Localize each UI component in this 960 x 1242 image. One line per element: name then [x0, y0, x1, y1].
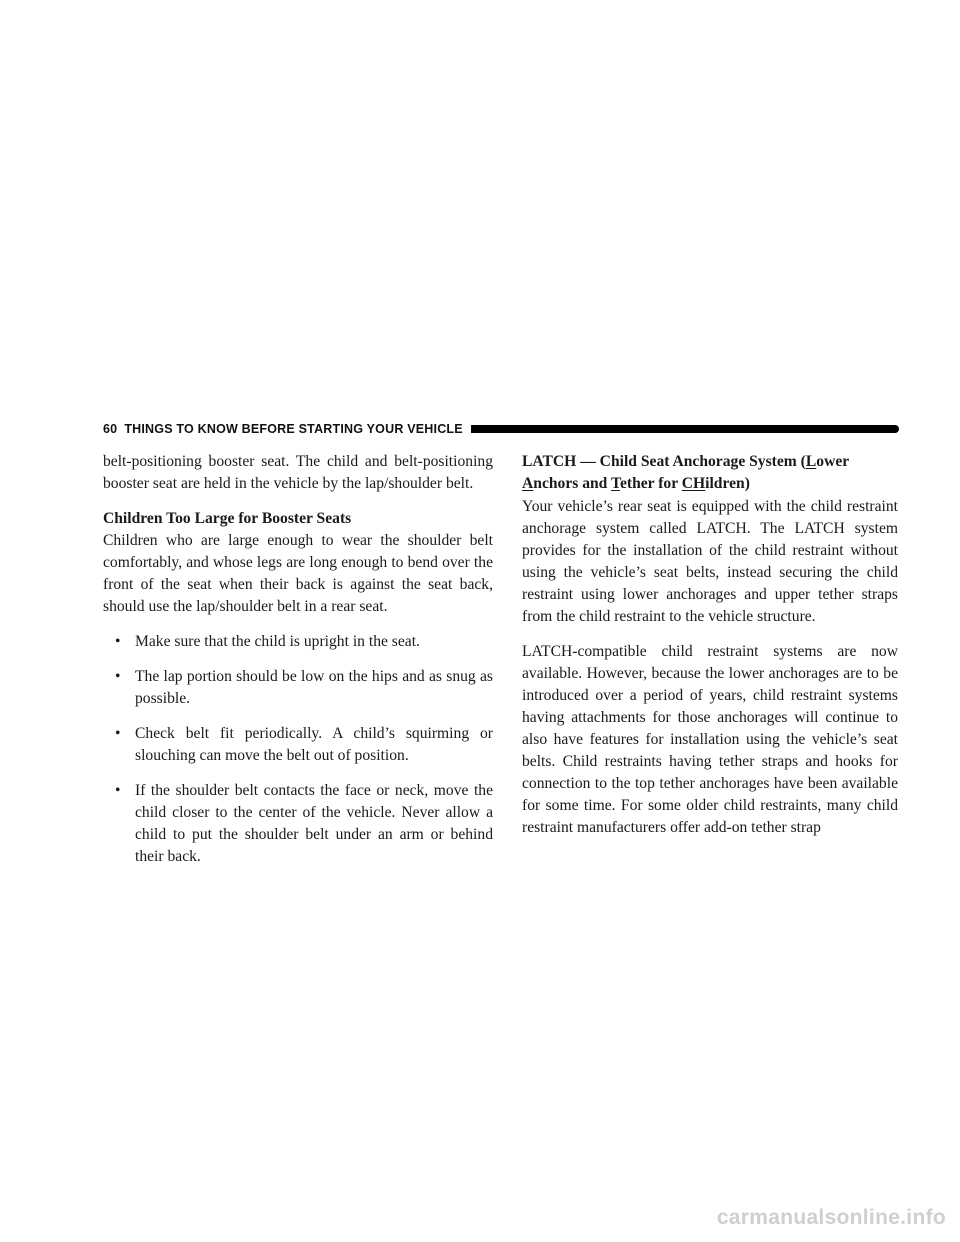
booster-paragraph: Children who are large enough to wear the shoulder belt comfortably, and whose legs are long enough to bend over the front of the seat when their back is against the seat back, should use the lap/shoulder belt in a rear seat.: [103, 532, 493, 615]
bullet-icon: •: [115, 782, 121, 799]
list-item: [103, 723, 493, 767]
page-number: 60: [103, 422, 118, 436]
list-item-text: Make sure that the child is upright in the seat.: [135, 633, 420, 650]
latch-paragraph-1: Your vehicle’s rear seat is equipped with the child restraint anchorage system called LATCH. The LATCH system provides for the installation of the child restraint without using the vehicle’s seat belts, instead securing the child restraint using lower anchorages and upper tether straps from the child restraint to the vehicle structure.: [522, 498, 898, 625]
bullet-icon: •: [115, 633, 121, 650]
running-header: [103, 422, 463, 436]
bullet-icon: •: [115, 668, 121, 685]
list-item-text: The lap portion should be low on the hips and as snug as possible.: [135, 668, 493, 707]
list-item: [103, 780, 493, 868]
list-item-text: If the shoulder belt contacts the face or neck, move the child closer to the center of the vehicle. Never allow a child to put the shoulder belt under an arm or behind their back.: [135, 782, 493, 865]
section-title: THINGS TO KNOW BEFORE STARTING YOUR VEHICLE: [124, 422, 463, 436]
latch-paragraph-2: LATCH-compatible child restraint systems are now available. However, because the lower anchorages are to be introduced over a period of years, child restraint systems having attachments for those anchorages will continue to also have features for installation using the vehicle’s seat belts. Child restraints having tether straps and hooks for connection to the top tether anchorages have been available for some time. For some older child restraints, many child restraint manufacturers offer add-on tether strap: [522, 643, 898, 836]
bullet-list: [103, 631, 493, 868]
list-item-text: Check belt fit periodically. A child’s squirming or slouching can move the belt out of position.: [135, 725, 493, 764]
list-item: [103, 631, 493, 653]
page-header: [103, 421, 899, 437]
left-column: [103, 451, 493, 881]
header-rule: [471, 425, 899, 433]
list-item: [103, 666, 493, 710]
watermark: carmanualsonline.info: [716, 1206, 946, 1229]
section-heading-booster: Children Too Large for Booster Seats: [103, 510, 352, 527]
right-column: [522, 451, 898, 852]
intro-paragraph: belt-positioning booster seat. The child and belt-positioning booster seat are held in the vehicle by the lap/shoulder belt.: [103, 453, 493, 492]
section-heading-latch: LATCH — Child Seat Anchorage System (Lower Anchors and Tether for CHildren): [522, 453, 850, 492]
bullet-icon: •: [115, 725, 121, 742]
